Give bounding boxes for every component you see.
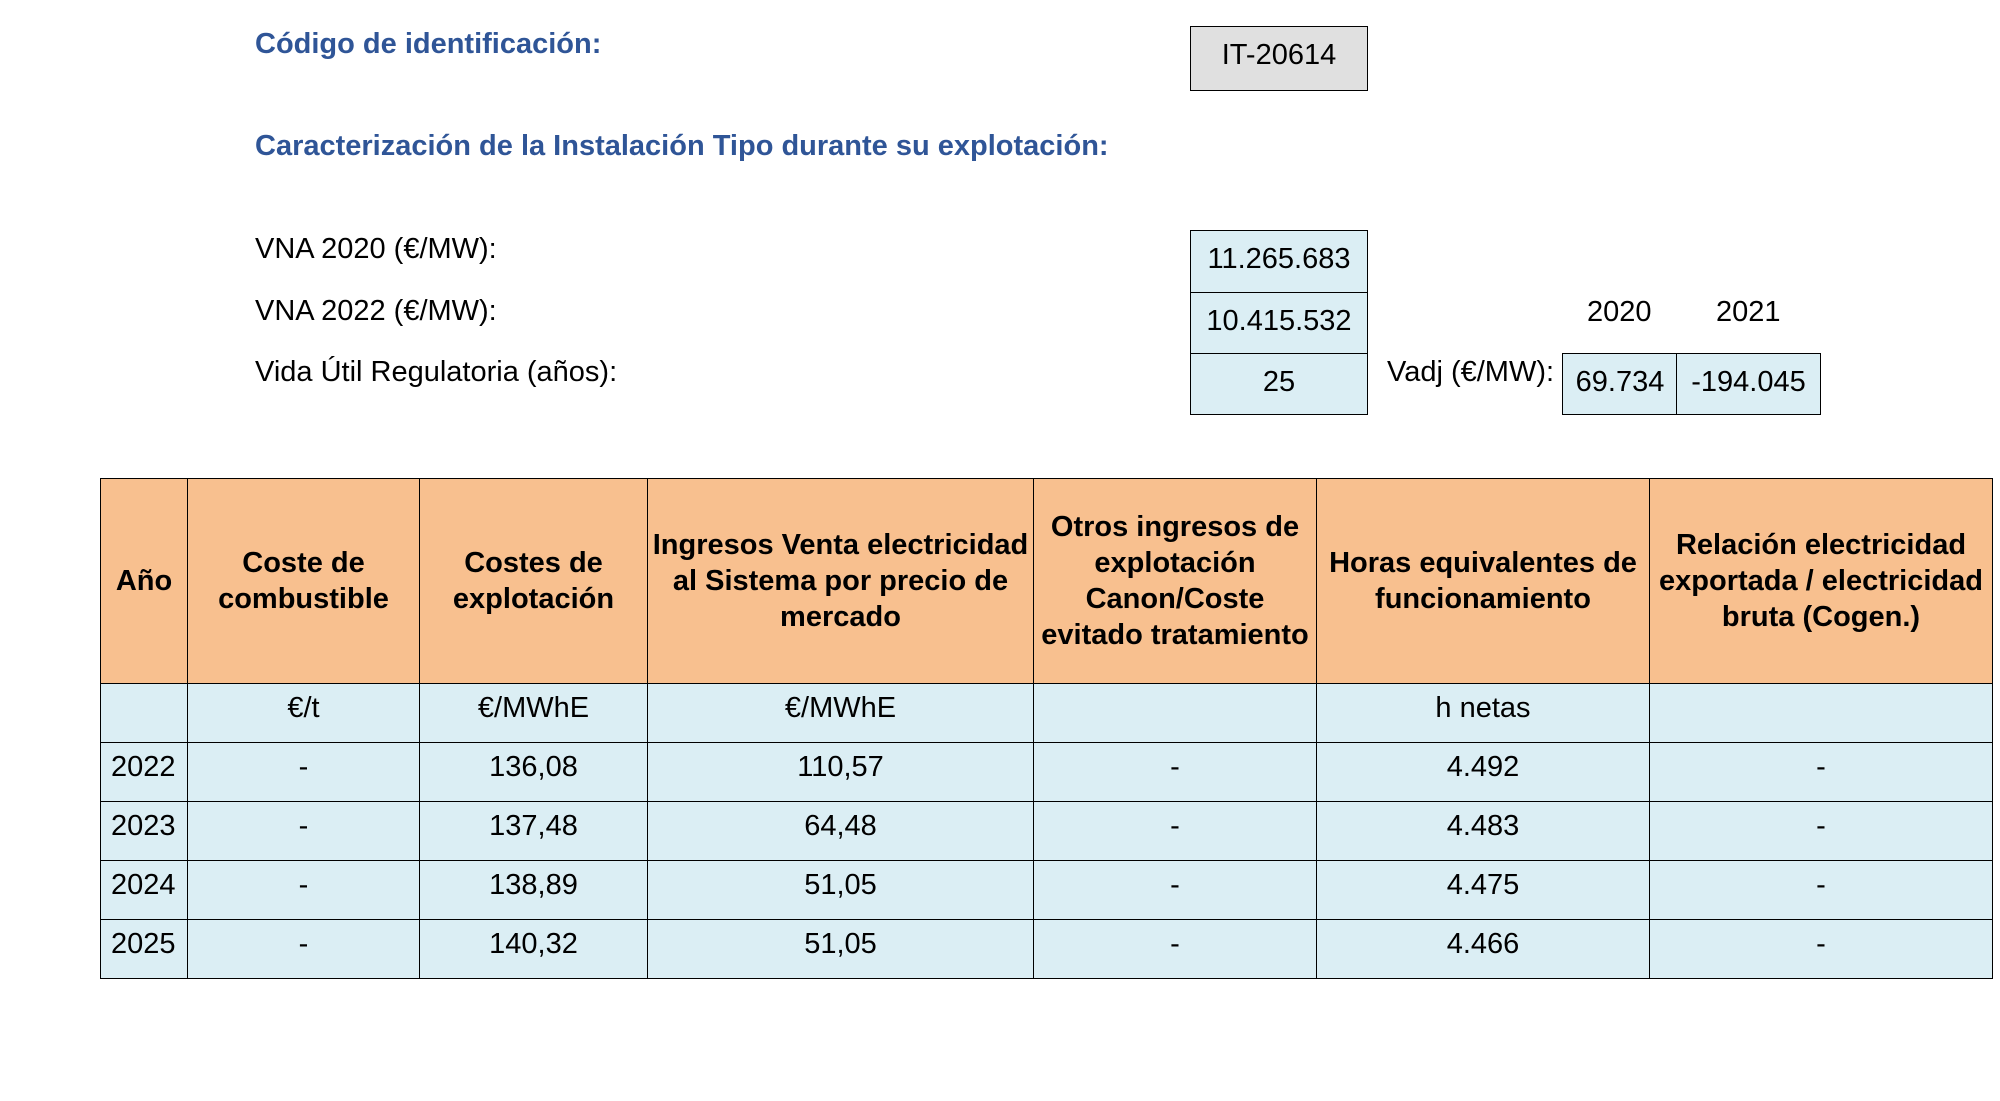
col-header-fuel-cost: Coste de combustible bbox=[188, 479, 420, 684]
table-cell: 4.475 bbox=[1317, 861, 1650, 920]
col-header-operating-costs: Costes de explotación bbox=[420, 479, 648, 684]
data-table bbox=[100, 478, 1993, 979]
unit-cell bbox=[1034, 684, 1317, 743]
unit-cell: €/t bbox=[188, 684, 420, 743]
vadj-value-2020: 69.734 bbox=[1562, 353, 1678, 415]
table-cell: - bbox=[1650, 861, 1993, 920]
table-cell: - bbox=[188, 802, 420, 861]
unit-cell bbox=[101, 684, 188, 743]
table-cell: 64,48 bbox=[648, 802, 1034, 861]
col-header-year: Año bbox=[101, 479, 188, 684]
unit-cell: h netas bbox=[1317, 684, 1650, 743]
vadj-year-2021: 2021 bbox=[1716, 296, 1781, 328]
table-cell: - bbox=[188, 861, 420, 920]
year-cell: 2025 bbox=[101, 920, 188, 979]
table-cell: 137,48 bbox=[420, 802, 648, 861]
table-cell: 51,05 bbox=[648, 920, 1034, 979]
table-cell: - bbox=[1650, 802, 1993, 861]
col-header-electricity-ratio: Relación electricidad exportada / electricidad bruta (Cogen.) bbox=[1650, 479, 1993, 684]
col-header-equivalent-hours: Horas equivalentes de funcionamiento bbox=[1317, 479, 1650, 684]
table-cell: 51,05 bbox=[648, 861, 1034, 920]
table-row bbox=[101, 861, 1993, 920]
table-cell: - bbox=[188, 920, 420, 979]
table-row bbox=[101, 920, 1993, 979]
year-cell: 2022 bbox=[101, 743, 188, 802]
table-cell: 140,32 bbox=[420, 920, 648, 979]
table-cell: 4.466 bbox=[1317, 920, 1650, 979]
table-cell: - bbox=[188, 743, 420, 802]
col-header-other-revenue: Otros ingresos de explotación Canon/Coste evitado tratamiento bbox=[1034, 479, 1317, 684]
unit-cell: €/MWhE bbox=[420, 684, 648, 743]
section-title: Caracterización de la Instalación Tipo durante su explotación: bbox=[255, 130, 1109, 162]
vadj-label: Vadj (€/MW): bbox=[1387, 356, 1555, 388]
header-row bbox=[101, 479, 1993, 684]
id-label: Código de identificación: bbox=[255, 28, 602, 60]
table-row bbox=[101, 743, 1993, 802]
table-cell: - bbox=[1650, 743, 1993, 802]
vna2022-value: 10.415.532 bbox=[1190, 292, 1368, 354]
id-value-box: IT-20614 bbox=[1190, 26, 1368, 91]
units-row bbox=[101, 684, 1993, 743]
unit-cell bbox=[1650, 684, 1993, 743]
table-cell: 4.483 bbox=[1317, 802, 1650, 861]
vida-value: 25 bbox=[1190, 353, 1368, 415]
table-cell: 136,08 bbox=[420, 743, 648, 802]
unit-cell: €/MWhE bbox=[648, 684, 1034, 743]
col-header-market-revenue: Ingresos Venta electricidad al Sistema por precio de mercado bbox=[648, 479, 1034, 684]
vna2020-label: VNA 2020 (€/MW): bbox=[255, 233, 497, 265]
vna2020-value: 11.265.683 bbox=[1190, 230, 1368, 293]
table-cell: 110,57 bbox=[648, 743, 1034, 802]
vadj-year-2020: 2020 bbox=[1587, 296, 1652, 328]
table-cell: - bbox=[1034, 920, 1317, 979]
year-cell: 2024 bbox=[101, 861, 188, 920]
table-cell: - bbox=[1034, 802, 1317, 861]
table-cell: 4.492 bbox=[1317, 743, 1650, 802]
table-cell: 138,89 bbox=[420, 861, 648, 920]
year-cell: 2023 bbox=[101, 802, 188, 861]
vida-label: Vida Útil Regulatoria (años): bbox=[255, 356, 618, 388]
vadj-value-2021: -194.045 bbox=[1676, 353, 1821, 415]
table-cell: - bbox=[1650, 920, 1993, 979]
table-row bbox=[101, 802, 1993, 861]
table-cell: - bbox=[1034, 861, 1317, 920]
vna2022-label: VNA 2022 (€/MW): bbox=[255, 295, 497, 327]
table-cell: - bbox=[1034, 743, 1317, 802]
